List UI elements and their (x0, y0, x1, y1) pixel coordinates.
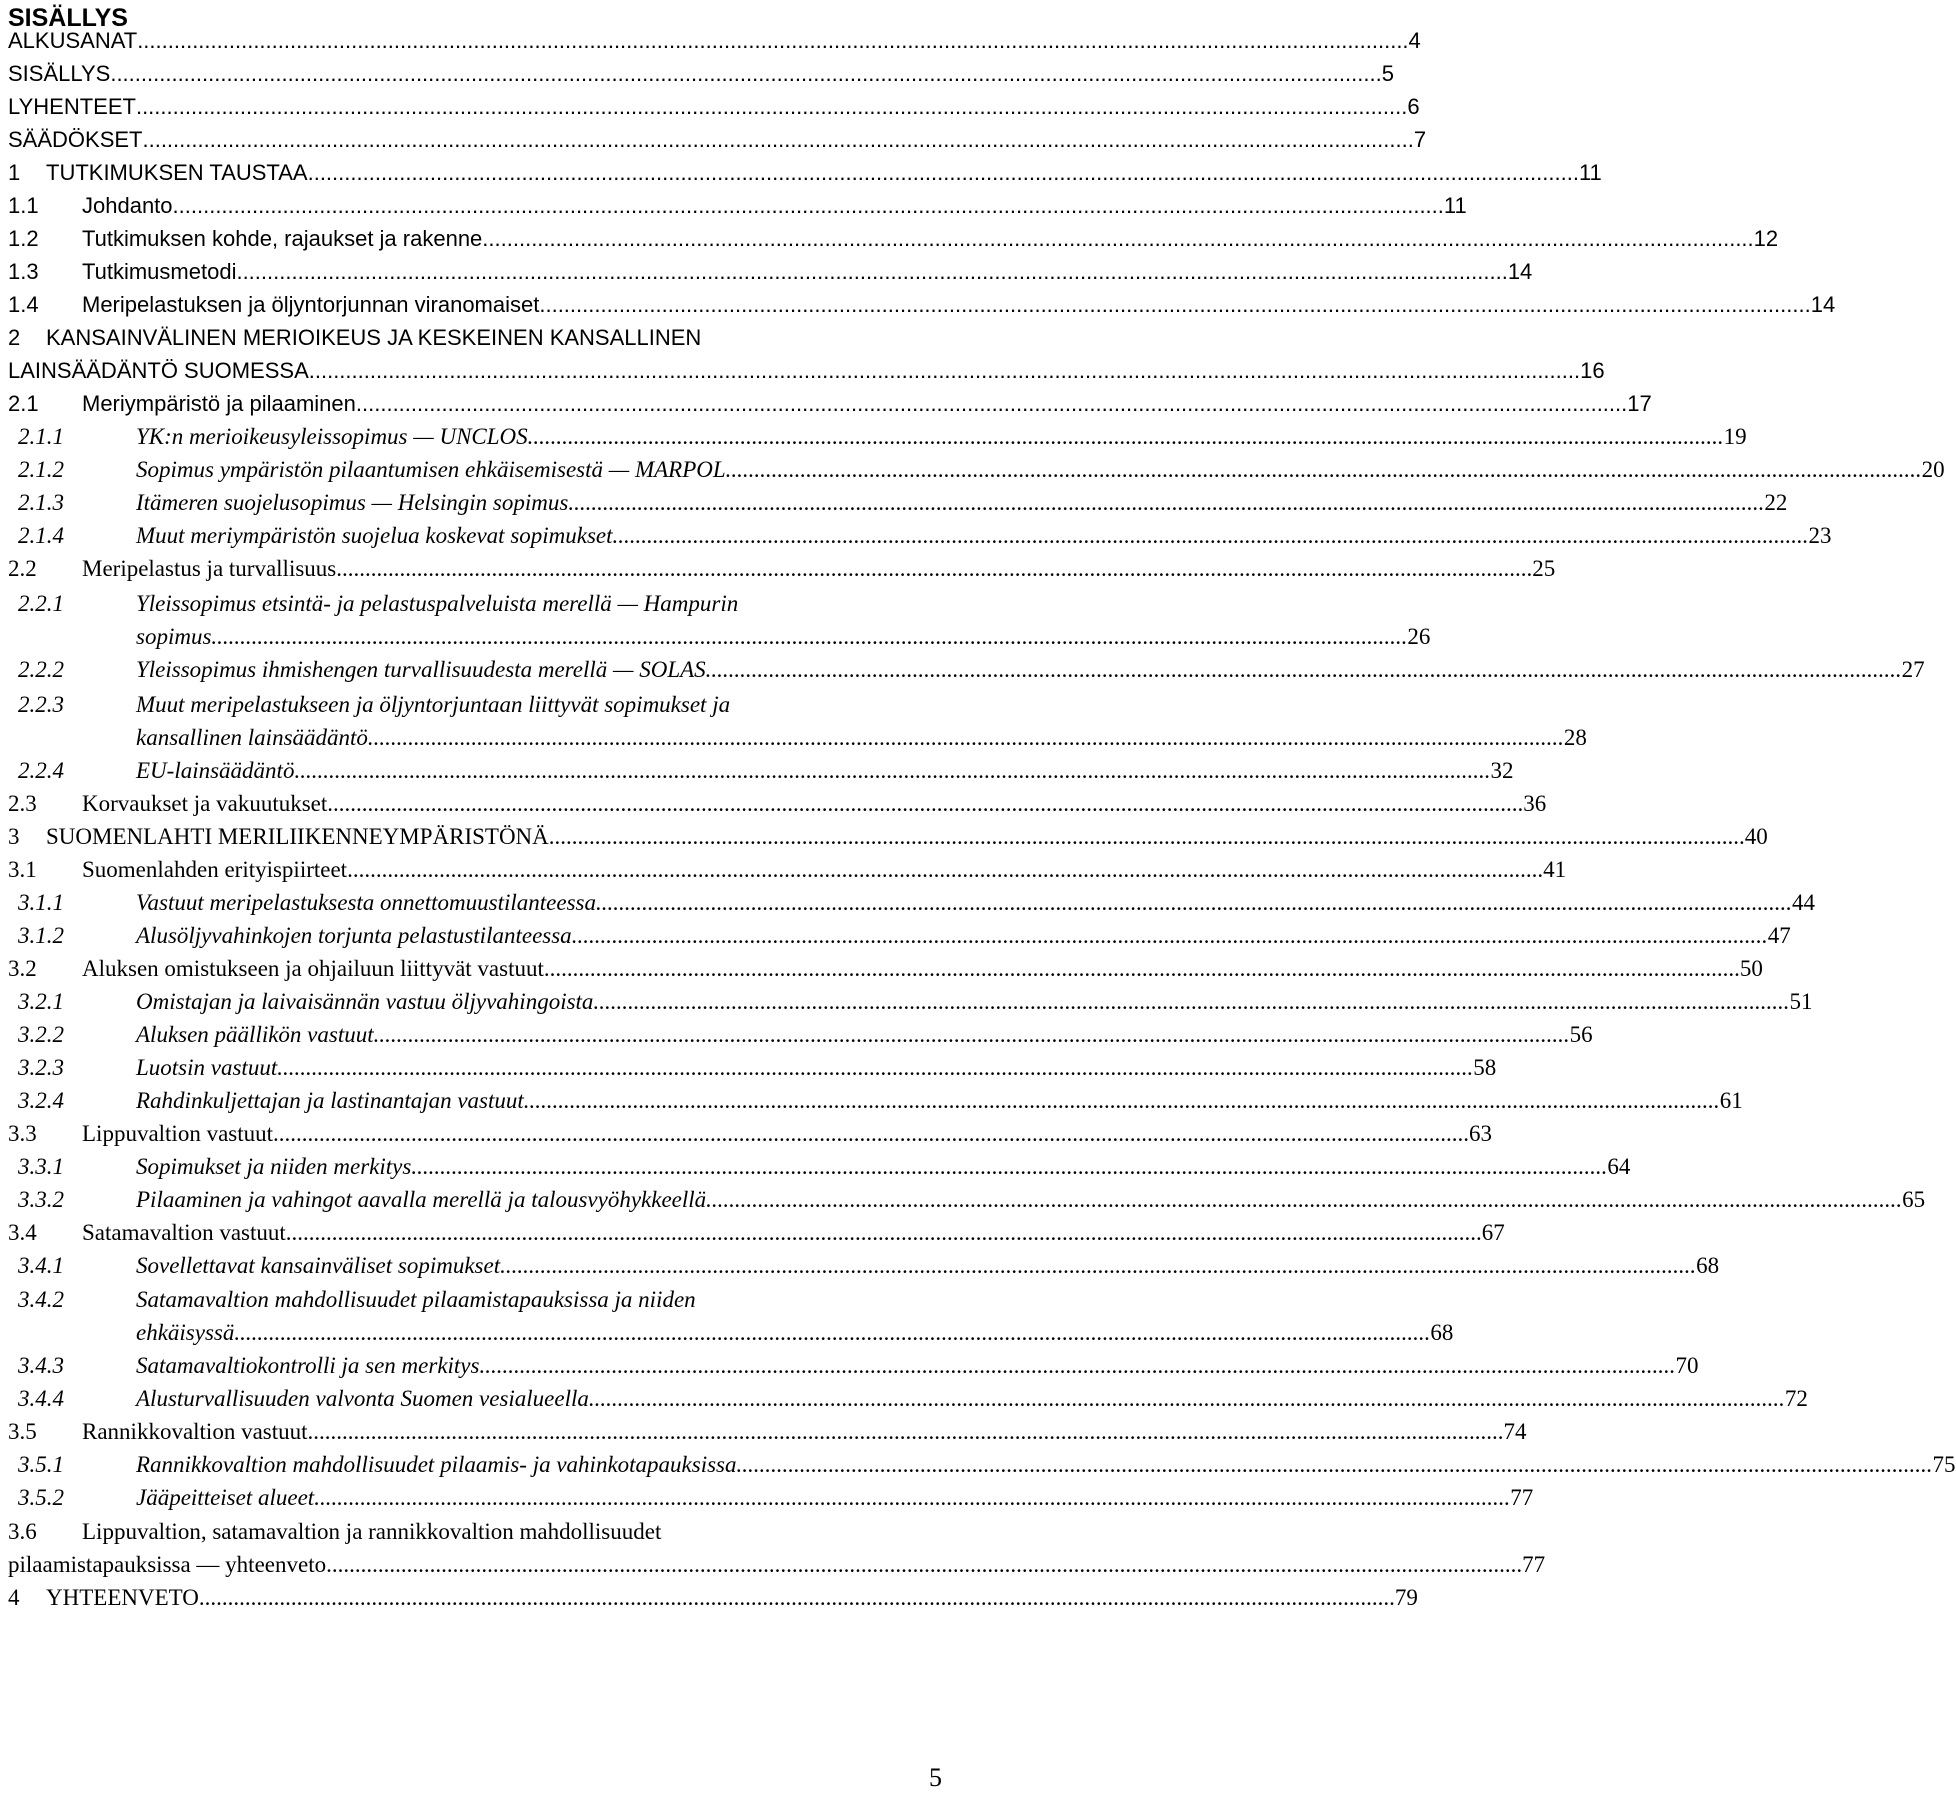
toc-entry-number: 3.2.2 (18, 1022, 64, 1047)
toc-entry-page: 5 (1381, 61, 1394, 86)
toc-entry-number: 2.2.3 (18, 692, 64, 717)
toc-entry-page: 64 (1607, 1154, 1631, 1179)
toc-entry-page: 26 (1407, 624, 1431, 649)
toc-entry-page: 77 (1510, 1485, 1534, 1510)
toc-entry-number: 3.5.1 (18, 1452, 64, 1477)
dot-leader (374, 1020, 1570, 1050)
toc-entry-page: 25 (1532, 556, 1556, 581)
toc-entry[interactable] (18, 418, 1747, 452)
toc-entry-number: 2.2.1 (18, 591, 64, 616)
toc-entry-title: Alusturvallisuuden valvonta Suomen vesialueella (136, 1386, 589, 1411)
toc-entry[interactable] (8, 785, 1547, 819)
toc-entry[interactable] (18, 1247, 1720, 1281)
toc-entry[interactable] (8, 950, 1763, 984)
toc-entry-title: sopimus (136, 624, 212, 649)
toc-entry-page: 17 (1627, 391, 1652, 416)
dot-leader (479, 1351, 1675, 1381)
toc-entry[interactable] (8, 818, 1768, 852)
toc-entry-title: Jääpeitteiset alueet (136, 1485, 315, 1510)
dot-leader (593, 987, 1789, 1017)
toc-entry-title: Muut meriympäristön suojelua koskevat sopimukset (136, 523, 613, 548)
toc-entry-page: 32 (1490, 758, 1514, 783)
toc-entry[interactable] (8, 187, 1467, 221)
dot-leader (236, 257, 1507, 287)
toc-entry[interactable] (18, 983, 1813, 1017)
toc-entry[interactable] (136, 618, 1431, 652)
toc-entry-page: 11 (1578, 160, 1602, 185)
toc-entry-title: Itämeren suojelusopimus — Helsingin sopimus (136, 490, 569, 515)
toc-entry-number: 3.3 (8, 1121, 37, 1146)
toc-entry-page: 65 (1902, 1187, 1926, 1212)
toc-entry-page: 16 (1580, 358, 1605, 383)
toc-entry-first-line[interactable] (8, 1517, 661, 1547)
toc-entry-title: Tutkimusmetodi (82, 259, 237, 284)
toc-entry-page: 74 (1503, 1419, 1527, 1444)
toc-entry-page: 61 (1719, 1088, 1743, 1113)
dot-leader (308, 1417, 1504, 1447)
toc-entry-title: Vastuut meripelastuksesta onnettomuustilanteessa (136, 890, 596, 915)
toc-entry-number: 2.1.1 (18, 424, 64, 449)
toc-entry-number: 3.4.1 (18, 1253, 64, 1278)
toc-entry-page: 14 (1507, 259, 1533, 284)
toc-entry[interactable] (136, 719, 1587, 753)
toc-entry[interactable] (8, 1413, 1527, 1447)
toc-entry-number: 3.1.2 (18, 923, 64, 948)
toc-entry-page: 19 (1723, 424, 1747, 449)
toc-entry-number: 3.2.3 (18, 1055, 64, 1080)
dot-leader (314, 1483, 1510, 1513)
toc-entry-title: EU-lainsäädäntö (136, 758, 295, 783)
dot-leader (589, 1384, 1785, 1414)
toc-entry-number: 3.4.2 (18, 1287, 64, 1312)
toc-entry[interactable] (18, 1049, 1497, 1083)
toc-entry-page: 11 (1443, 193, 1467, 218)
toc-entry[interactable] (8, 121, 1427, 155)
toc-entry-page: 20 (1921, 457, 1945, 482)
toc-entry-page: 28 (1563, 725, 1587, 750)
toc-entry-first-line[interactable] (18, 589, 738, 619)
toc-entry-title: SISÄLLYS (8, 61, 111, 86)
toc-entry-title: Meriympäristö ja pilaaminen (82, 391, 356, 416)
toc-entry-page: 58 (1473, 1055, 1497, 1080)
toc-entry-number: 3.6 (8, 1519, 37, 1544)
toc-entry-number: 3.2.4 (18, 1088, 64, 1113)
toc-entry-page: 36 (1523, 791, 1547, 816)
toc-entry-page: 67 (1481, 1220, 1505, 1245)
toc-entry-page: 44 (1791, 890, 1815, 915)
dot-leader (706, 1185, 1902, 1215)
toc-entry-title: Sopimus ympäristön pilaantumisen ehkäisemisestä — MARPOL (136, 457, 726, 482)
toc-entry[interactable] (18, 651, 1925, 685)
toc-entry-title: TUTKIMUKSEN TAUSTAA (46, 160, 308, 185)
dot-leader (368, 723, 1564, 753)
toc-entry-title: pilaamistapauksissa — yhteenveto (8, 1552, 327, 1577)
toc-entry-number: 3.2.1 (18, 989, 64, 1014)
dot-leader (726, 455, 1922, 485)
toc-entry[interactable] (8, 55, 1394, 89)
toc-entry-title: Johdanto (82, 193, 173, 218)
toc-entry-title: Sopimukset ja niiden merkitys (136, 1154, 412, 1179)
dot-leader (286, 1218, 1482, 1248)
toc-entry[interactable] (18, 451, 1945, 485)
toc-entry[interactable] (18, 1380, 1808, 1414)
toc-entry-page: 68 (1696, 1253, 1720, 1278)
toc-entry-page: 40 (1744, 824, 1768, 849)
toc-entry-page: 50 (1739, 956, 1763, 981)
toc-entry-page: 14 (1810, 292, 1836, 317)
toc-entry-title: Rannikkovaltion vastuut (82, 1419, 308, 1444)
toc-entry-title: YHTEENVETO (46, 1585, 199, 1610)
toc-entry-number: 3.5 (8, 1419, 37, 1444)
toc-entry-title: Meripelastus ja turvallisuus (82, 556, 337, 581)
toc-entry-number: 3.3.1 (18, 1154, 64, 1179)
dot-leader (137, 26, 1408, 56)
toc-entry[interactable] (8, 154, 1602, 188)
toc-entry[interactable] (18, 917, 1791, 951)
toc-entry[interactable] (8, 22, 1421, 56)
toc-entry[interactable] (18, 1181, 1926, 1215)
toc-entry-title-line1: Lippuvaltion, satamavaltion ja rannikkovaltion mahdollisuudet (82, 1519, 662, 1544)
dot-leader (500, 1251, 1696, 1281)
toc-entry[interactable] (136, 1314, 1454, 1348)
toc-entry-page: 79 (1394, 1585, 1418, 1610)
toc-entry-title: LAINSÄÄDÄNTÖ SUOMESSA (8, 358, 309, 383)
toc-entry-number: 2.1.2 (18, 457, 64, 482)
dot-leader (110, 59, 1381, 89)
toc-entry[interactable] (8, 88, 1420, 122)
toc-entry-page: 75 (1932, 1452, 1956, 1477)
dot-leader (544, 954, 1740, 984)
toc-entry[interactable] (18, 1347, 1699, 1381)
toc-entry-number: 3.3.2 (18, 1187, 64, 1212)
toc-entry-number: 4 (8, 1585, 20, 1610)
toc-entry-number: 2.1.4 (18, 523, 64, 548)
toc-entry-title: ehkäisyssä (136, 1320, 235, 1345)
toc-entry-first-line[interactable] (8, 323, 701, 353)
toc-entry[interactable] (18, 1016, 1593, 1050)
dot-leader (173, 191, 1444, 221)
toc-heading: SISÄLLYS (8, 4, 128, 32)
toc-entry-title: YK:n merioikeusyleissopimus — UNCLOS (136, 424, 528, 449)
dot-leader (336, 554, 1532, 584)
toc-entry[interactable] (8, 1546, 1546, 1580)
toc-entry-title-line1: Yleissopimus etsintä- ja pelastuspalveluista merellä — Hampurin (136, 591, 739, 616)
dot-leader (568, 488, 1764, 518)
toc-entry-number: 3.1 (8, 857, 37, 882)
toc-entry-number: 3.1.1 (18, 890, 64, 915)
toc-entry-title-line1: Muut meripelastukseen ja öljyntorjuntaan liittyvät sopimukset ja (136, 692, 731, 717)
toc-entry-page: 22 (1764, 490, 1788, 515)
toc-entry-title: Lippuvaltion vastuut (82, 1121, 274, 1146)
toc-entry-number: 1.4 (8, 292, 39, 317)
toc-entry[interactable] (18, 1148, 1631, 1182)
toc-entry-title: SÄÄDÖKSET (8, 127, 143, 152)
toc-entry-title: Satamavaltiokontrolli ja sen merkitys (136, 1353, 480, 1378)
toc-entry-title: Omistajan ja laivaisännän vastuu öljyvahingoista (136, 989, 594, 1014)
toc-entry-page: 41 (1543, 857, 1567, 882)
toc-entry-number: 3 (8, 824, 20, 849)
toc-entry-number: 3.4.3 (18, 1353, 64, 1378)
toc-entry[interactable] (18, 884, 1815, 918)
dot-leader (136, 92, 1407, 122)
dot-leader (277, 1053, 1473, 1083)
toc-entry-title: kansallinen lainsäädäntö (136, 725, 368, 750)
toc-entry[interactable] (8, 220, 1779, 254)
toc-entry-page: 63 (1469, 1121, 1493, 1146)
toc-entry-title: Meripelastuksen ja öljyntorjunnan viranomaiset (82, 292, 540, 317)
toc-entry-page: 77 (1522, 1552, 1546, 1577)
dot-leader (596, 888, 1792, 918)
dot-leader (326, 1550, 1522, 1580)
toc-entry-page: 27 (1901, 657, 1925, 682)
toc-entry-page: 72 (1784, 1386, 1808, 1411)
toc-entry-title: SUOMENLAHTI MERILIIKENNEYMPÄRISTÖNÄ (46, 824, 549, 849)
dot-leader (199, 1583, 1395, 1613)
toc-entry-page: 56 (1569, 1022, 1593, 1047)
dot-leader (294, 756, 1490, 786)
toc-entry-title: Korvaukset ja vakuutukset (82, 791, 328, 816)
toc-entry[interactable] (8, 550, 1556, 584)
dot-leader (613, 521, 1809, 551)
toc-entry-title: Aluksen päällikön vastuut (136, 1022, 374, 1047)
toc-entry-page: 70 (1675, 1353, 1699, 1378)
dot-leader (528, 422, 1724, 452)
toc-entry-page: 23 (1808, 523, 1832, 548)
toc-entry-page: 47 (1767, 923, 1791, 948)
toc-entry-number: 1 (8, 160, 21, 185)
toc-entry-title: Tutkimuksen kohde, rajaukset ja rakenne (82, 226, 483, 251)
toc-entry-number: 2.2 (8, 556, 37, 581)
toc-entry-title: Pilaaminen ja vahingot aavalla merellä ja talousvyöhykkeellä (136, 1187, 707, 1212)
dot-leader (356, 389, 1627, 419)
toc-entry-page: 51 (1789, 989, 1813, 1014)
toc-entry-title-line1: Satamavaltion mahdollisuudet pilaamistapauksissa ja niiden (136, 1287, 696, 1312)
toc-entry[interactable] (8, 286, 1836, 320)
dot-leader (347, 855, 1543, 885)
toc-entry-title: LYHENTEET (8, 94, 136, 119)
toc-entry-page: 7 (1413, 127, 1427, 152)
toc-entry-first-line[interactable] (18, 690, 730, 720)
toc-entry-title: Yleissopimus ihmishengen turvallisuudesta merellä — SOLAS (136, 657, 706, 682)
toc-entry-title: Sovellettavat kansainväliset sopimukset (136, 1253, 501, 1278)
toc-entry-number: 3.5.2 (18, 1485, 64, 1510)
toc-entry-page: 6 (1407, 94, 1420, 119)
toc-entry-number: 1.1 (8, 193, 39, 218)
toc-entry-number: 2 (8, 325, 21, 350)
toc-entry-title: Rahdinkuljettajan ja lastinantajan vastuut (136, 1088, 524, 1113)
toc-entry-number: 2.1.3 (18, 490, 64, 515)
dot-leader (411, 1152, 1607, 1182)
dot-leader (482, 224, 1753, 254)
dot-leader (211, 622, 1407, 652)
dot-leader (234, 1318, 1430, 1348)
toc-entry-number: 3.4.4 (18, 1386, 64, 1411)
toc-entry[interactable] (18, 517, 1832, 551)
page-number: 5 (929, 1763, 942, 1792)
dot-leader (539, 290, 1810, 320)
toc-entry[interactable] (8, 1115, 1493, 1149)
dot-leader (308, 158, 1579, 188)
toc-entry-title: Satamavaltion vastuut (82, 1220, 286, 1245)
toc-entry[interactable] (8, 851, 1567, 885)
toc-entry[interactable] (18, 1082, 1743, 1116)
toc-entry-title: Rannikkovaltion mahdollisuudet pilaamis- ja vahinkotapauksissa (136, 1452, 737, 1477)
dot-leader (142, 125, 1413, 155)
toc-entry-page: 4 (1408, 28, 1421, 53)
dot-leader (309, 356, 1580, 386)
toc-entry-number: 2.2.4 (18, 758, 64, 783)
toc-entry[interactable] (8, 1214, 1505, 1248)
dot-leader (327, 789, 1523, 819)
toc-entry-number: 2.3 (8, 791, 37, 816)
dot-leader (572, 921, 1768, 951)
toc-entry-title: Aluksen omistukseen ja ohjailuun liittyvät vastuut (82, 956, 544, 981)
toc-entry-number: 3.2 (8, 956, 37, 981)
toc-entry-number: 1.2 (8, 226, 39, 251)
toc-entry-page: 68 (1430, 1320, 1454, 1345)
toc-entry-title: Alusöljyvahinkojen torjunta pelastustilanteessa (136, 923, 572, 948)
dot-leader (273, 1119, 1469, 1149)
toc-entry[interactable] (8, 253, 1533, 287)
toc-entry[interactable] (18, 752, 1514, 786)
dot-leader (737, 1450, 1933, 1480)
toc-entry-number: 3.4 (8, 1220, 37, 1245)
toc-entry-title: Luotsin vastuut (136, 1055, 278, 1080)
dot-leader (549, 822, 1745, 852)
toc-entry[interactable] (8, 1579, 1418, 1613)
toc-entry-number: 2.1 (8, 391, 39, 416)
toc-entry-number: 1.3 (8, 259, 39, 284)
toc-entry[interactable] (18, 484, 1788, 518)
dot-leader (524, 1086, 1720, 1116)
toc-entry[interactable] (18, 1479, 1534, 1513)
toc-entry-title: ALKUSANAT (8, 28, 138, 53)
toc-entry[interactable] (18, 1446, 1956, 1480)
toc-entry-title: Suomenlahden erityispiirteet (82, 857, 348, 882)
toc-entry-page: 12 (1753, 226, 1779, 251)
dot-leader (706, 655, 1902, 685)
toc-entry-title-line1: KANSAINVÄLINEN MERIOIKEUS JA KESKEINEN KANSALLINEN (46, 325, 702, 350)
toc-entry[interactable] (8, 352, 1605, 386)
toc-entry-number: 2.2.2 (18, 657, 64, 682)
toc-entry-first-line[interactable] (18, 1285, 696, 1315)
toc-entry[interactable] (8, 385, 1652, 419)
